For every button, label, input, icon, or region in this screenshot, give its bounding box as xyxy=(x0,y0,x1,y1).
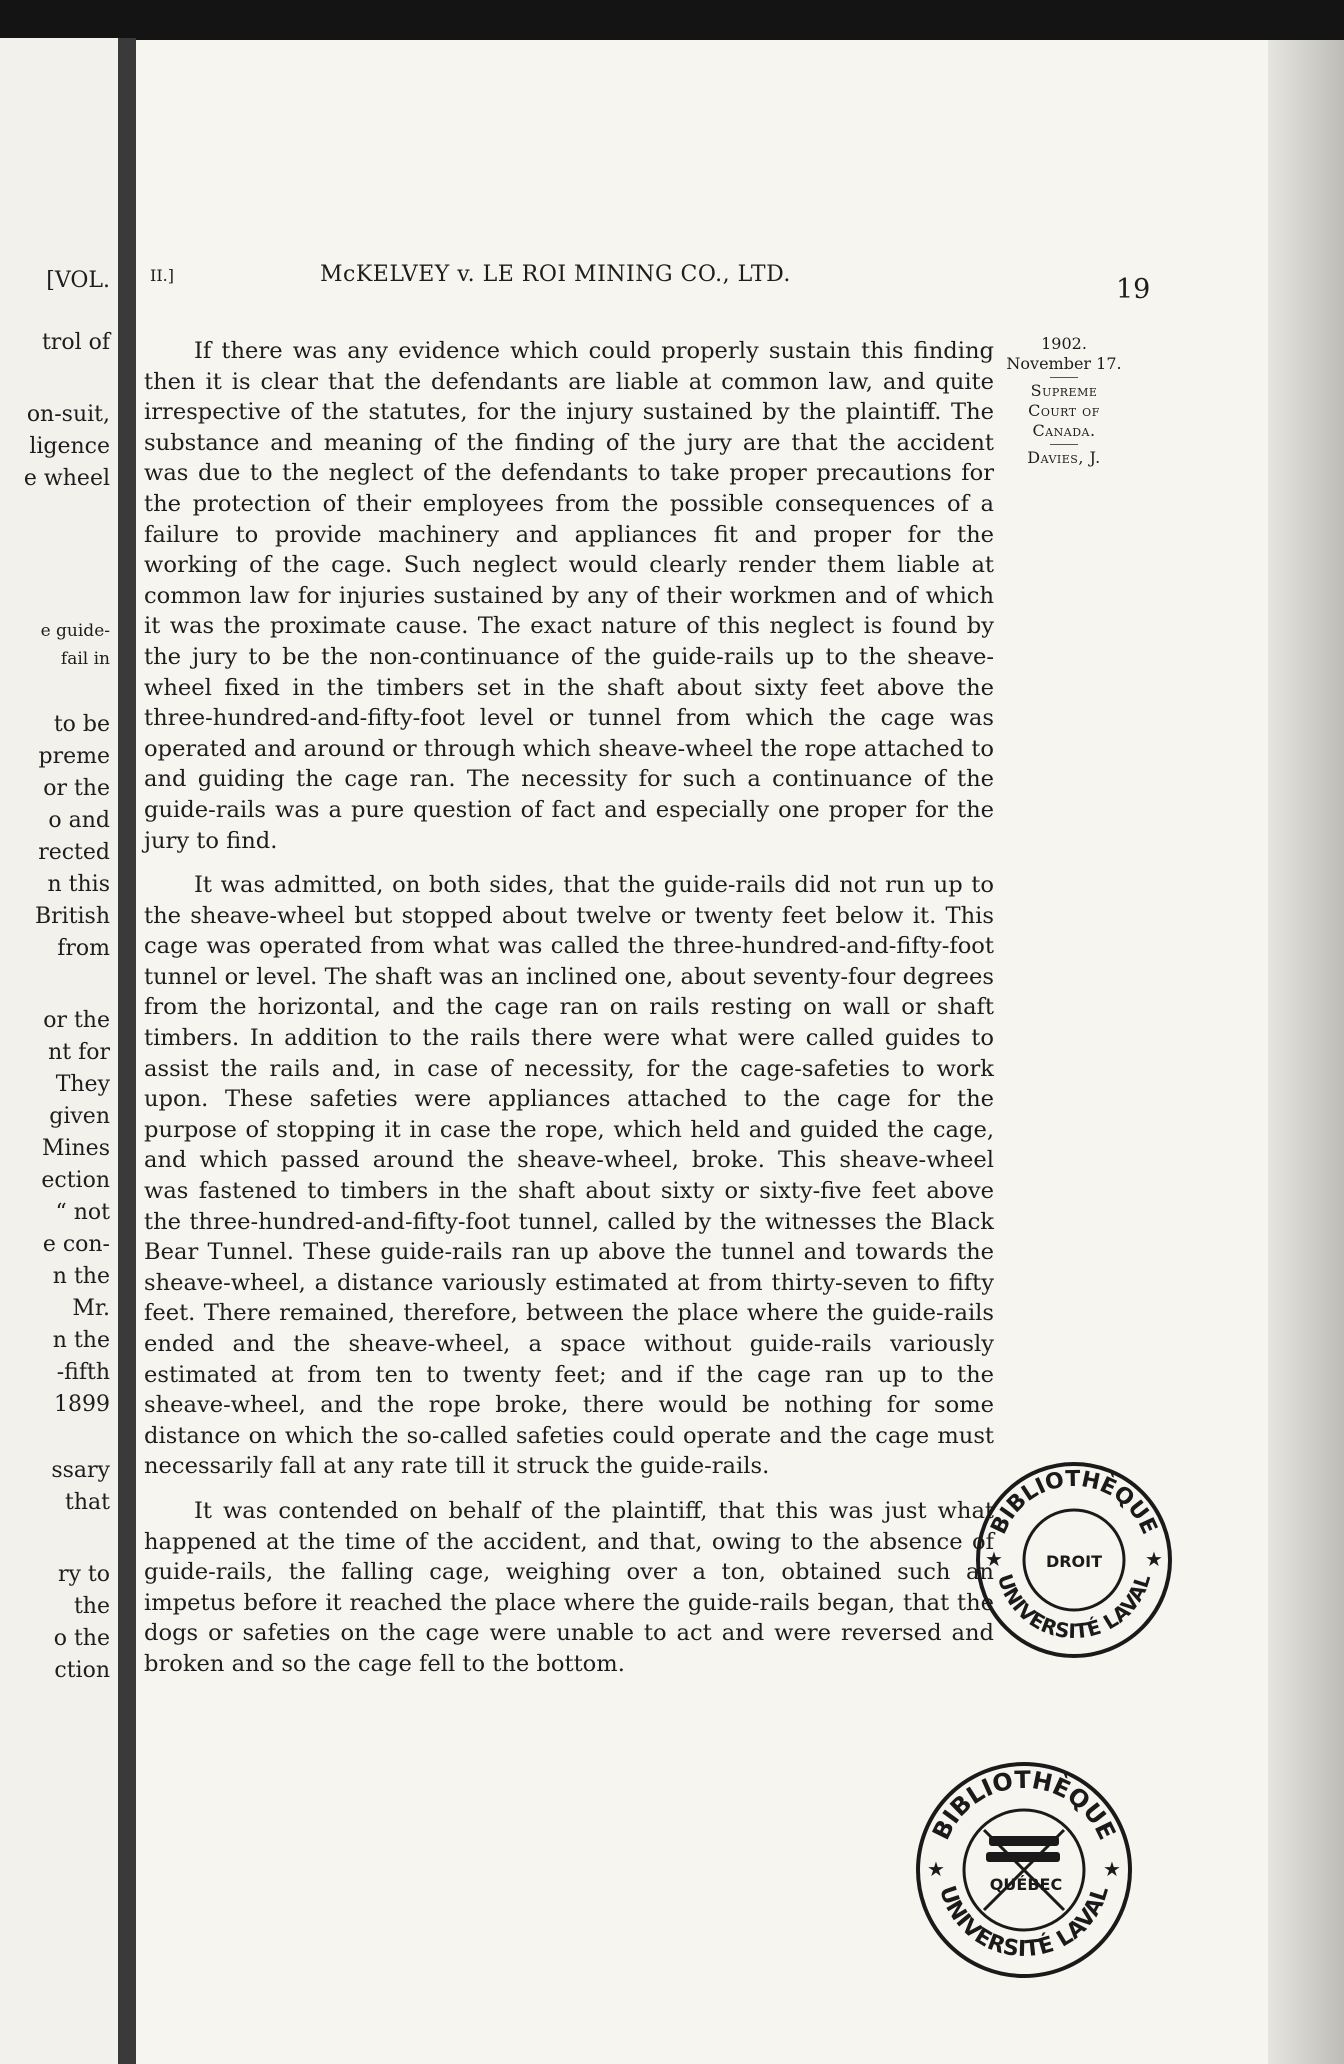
stamp2-bottom-text: UNIVERSITÉ LAVAL xyxy=(933,1882,1114,1963)
previous-page-line: or the xyxy=(43,1008,110,1033)
svg-text:UNIVERSITÉ LAVAL xyxy=(993,1571,1156,1643)
previous-page-line: 1899 xyxy=(54,1392,110,1417)
previous-page-line: the xyxy=(73,1594,110,1619)
paragraph-2: It was admitted, on both sides, that the guide-rails did not run up to the sheave-wheel but stopped about twelve or twenty feet below it. This cage was operated from what was called the three-hundred-and-fifty-foot tunnel or level. The shaft was an inclined one, about seventy-four degrees from the horizontal, and the cage ran on rails resting on wall or shaft timbers. In addition to the rails there were what were called guides to assist the rails and, in case of necessity, for the cage-safeties to work upon. These safeties were appliances attached to the cage for the purpose of stopping it in case the rope, which held and guided the cage, and which passed around the sheave-wheel, broke. This sheave-wheel was fastened to timbers in the shaft about sixty or sixty-five feet above the three-hundred-and-fifty-foot tunnel, called by the witnesses the Black Bear Tunnel. These guide-rails ran up above the tunnel and towards the sheave-wheel, a distance variously estimated at from thirty-seven to fifty feet. There remained, therefore, between the place where the guide-rails ended and the sheave-wheel, a space without guide-rails variously estimated at from ten to twenty feet; and if the cage ran up to the sheave-wheel, and the rope broke, there would be nothing for some distance on which the so-called safeties could operate and the cage must necessarily fall at any rate till it struck the guide-rails. xyxy=(144,872,994,1480)
previous-page-line: o the xyxy=(53,1626,110,1651)
previous-page-line: “ not xyxy=(55,1200,110,1225)
stamp2-bar-icon xyxy=(986,1852,1060,1862)
side-note-day: November 17. xyxy=(1006,354,1122,373)
library-stamp-droit xyxy=(974,1460,1174,1660)
page-edge xyxy=(1268,40,1344,2064)
previous-page-line: fail in xyxy=(60,649,110,669)
previous-page-line: ry to xyxy=(57,1562,110,1587)
stamp1-bottom-text: UNIVERSITÉ LAVAL xyxy=(992,1571,1156,1644)
body-text xyxy=(144,336,994,1694)
previous-page-line: given xyxy=(49,1104,110,1129)
previous-page-line: e wheel xyxy=(23,466,110,491)
previous-page-line: ction xyxy=(54,1658,110,1683)
side-note-court-1: Supreme xyxy=(1030,381,1098,400)
star-icon: ★ xyxy=(1145,1547,1163,1571)
paragraph-3: It was contended on behalf of the plaintiff, that this was just what happened at the time of the accident, and that, owing to the absence of guide-rails, the falling cage, weighing over a ton, obtained such an impetus before it reached the place where the guide-rails began, that the dogs or safeties on the cage were unable to act and were reversed and broken and so the cage fell to the bottom. xyxy=(144,1497,994,1677)
star-icon: ★ xyxy=(927,1857,945,1881)
previous-page-line: British xyxy=(34,904,110,929)
side-note-date xyxy=(1004,334,1124,468)
book-spine xyxy=(118,38,136,2064)
previous-page-line: trol of xyxy=(41,330,110,355)
scan-top-border xyxy=(0,0,1344,40)
previous-page-line: from xyxy=(57,936,110,961)
previous-page-line: -fifth xyxy=(56,1360,110,1385)
previous-page-line: e guide- xyxy=(40,621,110,641)
star-icon: ★ xyxy=(1103,1857,1121,1881)
previous-page-fragment xyxy=(0,38,118,2064)
running-head-volume: II.] xyxy=(150,266,174,285)
side-note-court-3: Canada. xyxy=(1032,421,1096,440)
previous-page-line: They xyxy=(55,1072,110,1097)
running-head-title: McKELVEY v. LE ROI MINING CO., LTD. xyxy=(320,262,791,287)
page-number: 19 xyxy=(1116,274,1151,305)
previous-page-line: preme xyxy=(38,744,110,769)
previous-page-line: ection xyxy=(41,1168,110,1193)
side-note-rule xyxy=(1050,444,1078,445)
previous-page-line: n the xyxy=(52,1328,110,1353)
previous-page-line: n the xyxy=(52,1264,110,1289)
previous-page-line: to be xyxy=(53,712,110,737)
book-page xyxy=(136,40,1268,2064)
previous-page-line: nt for xyxy=(48,1040,110,1065)
library-stamp-quebec xyxy=(914,1760,1134,1980)
previous-page-line: ssary xyxy=(51,1458,110,1483)
previous-page-line: o and xyxy=(48,808,110,833)
previous-page-line: on-suit, xyxy=(26,402,110,427)
previous-page-line: [VOL. xyxy=(46,268,110,293)
stamp2-top-text: BIBLIOTHÈQUE xyxy=(926,1765,1122,1845)
svg-text:BIBLIOTHÈQUE xyxy=(927,1766,1121,1844)
previous-page-line: Mines xyxy=(41,1136,110,1161)
side-note-court-2: Court of xyxy=(1028,401,1100,420)
previous-page-line: Mr. xyxy=(72,1296,110,1321)
paragraph-1: If there was any evidence which could properly sustain this finding then it is clear that the defendants are liable at common law, and quite irrespective of the statutes, for the injury sustained by the plaintiff. The substance and meaning of the finding of the jury are that the accident was due to the neglect of the defendants to take proper precautions for the protection of their employees from the possible consequences of a failure to provide machinery and appliances fit and proper for the working of the cage. Such neglect would clearly render them liable at common law for injuries sustained by any of their workmen and of which it was the proximate cause. The exact nature of this neglect is found by the jury to be the non-continuance of the guide-rails up to the sheave-wheel fixed in the timbers set in the shaft about sixty feet above the three-hundred-and-fifty-foot level or tunnel from which the cage was operated and around or through which sheave-wheel the rope attached to and guiding the cage ran. The necessity for such a continuance of the guide-rails was a pure question of fact and especially one proper for the jury to find. xyxy=(144,338,994,854)
svg-text:UNIVERSITÉ LAVAL xyxy=(934,1883,1114,1962)
previous-page-line: n this xyxy=(47,872,110,897)
previous-page-line: that xyxy=(65,1490,110,1515)
side-note-judge: Davies, J. xyxy=(1027,448,1101,467)
stamp1-center-text: DROIT xyxy=(1045,1552,1103,1571)
previous-page-line: rected xyxy=(38,840,110,865)
previous-page-line: ligence xyxy=(29,434,110,459)
star-icon: ★ xyxy=(985,1547,1003,1571)
previous-page-line: or the xyxy=(43,776,110,801)
side-note-rule xyxy=(1050,377,1078,378)
svg-text:BIBLIOTHÈQUE xyxy=(987,1467,1162,1538)
stamp2-center-text: QUÉBEC xyxy=(989,1875,1063,1894)
side-note-year: 1902. xyxy=(1041,334,1087,353)
stamp1-top-text: BIBLIOTHÈQUE xyxy=(986,1466,1162,1539)
previous-page-line: e con- xyxy=(42,1232,110,1257)
